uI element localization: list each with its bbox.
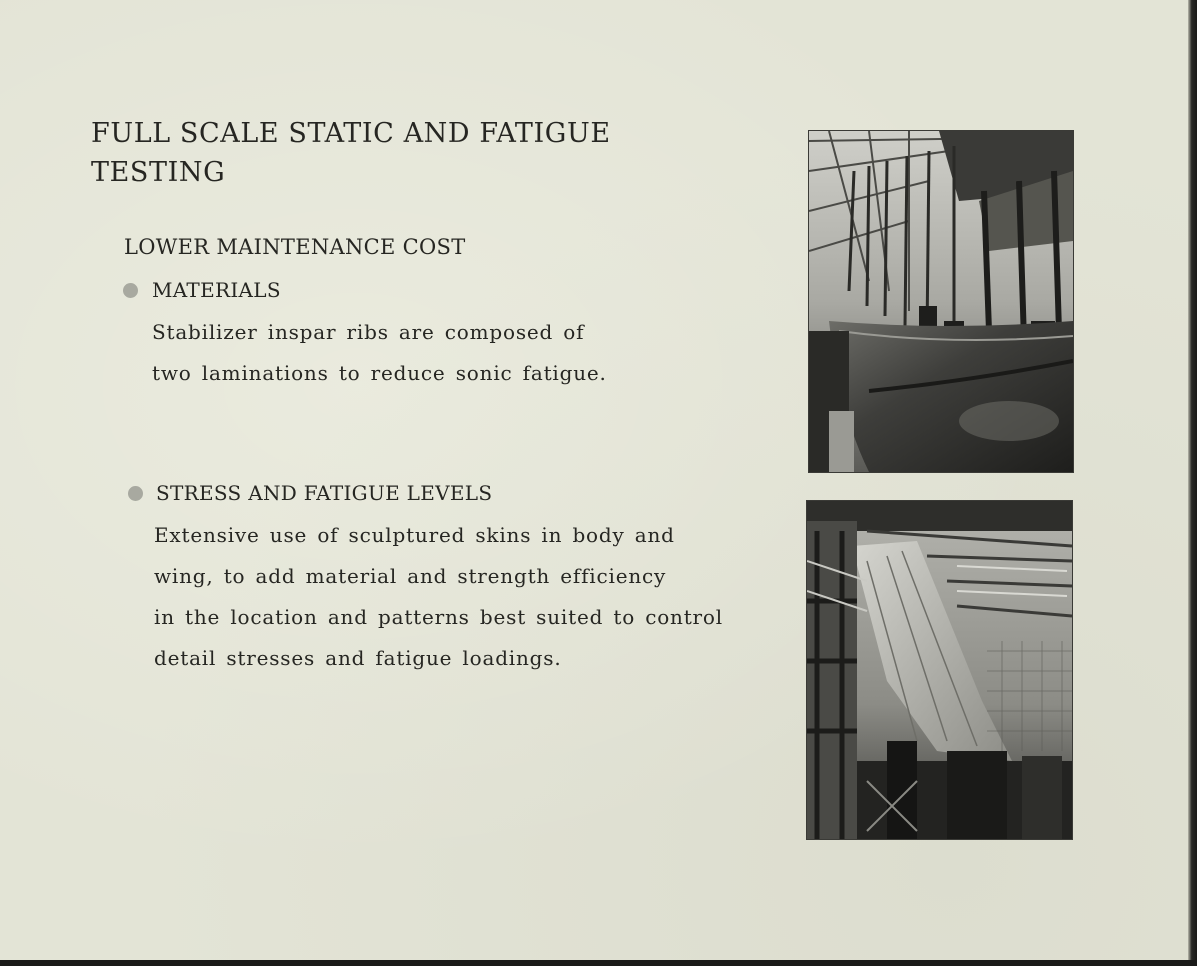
paragraph-line: detail stresses and fatigue loadings. [154,646,562,670]
fuselage-test-photo [808,130,1074,473]
paragraph-line: wing, to add material and strength efficiency [154,564,667,588]
paragraph-line: Extensive use of sculptured skins in body and [154,523,675,547]
stress-fatigue-heading: STRESS AND FATIGUE LEVELS [156,481,493,505]
paragraph-line: two laminations to reduce sonic fatigue. [152,361,607,385]
page-title-line-2: TESTING [91,157,226,188]
paragraph-line: in the location and patterns best suited to control [154,605,723,629]
page-edge-shadow [1188,0,1197,966]
stress-fatigue-paragraph [154,515,723,679]
page-title [91,114,711,192]
wing-test-photo [806,500,1073,840]
materials-heading: MATERIALS [152,278,281,302]
paragraph-line: Stabilizer inspar ribs are composed of [152,320,585,344]
materials-paragraph [152,312,607,394]
photo-wing-test-rig-icon [807,501,1072,839]
page-bottom-edge [0,960,1197,966]
bullet-icon [123,283,138,298]
page-title-line-1: FULL SCALE STATIC AND FATIGUE [91,118,611,149]
section-subtitle: LOWER MAINTENANCE COST [124,235,466,259]
photo-fuselage-test-rig-icon [809,131,1073,472]
bullet-icon [128,486,143,501]
